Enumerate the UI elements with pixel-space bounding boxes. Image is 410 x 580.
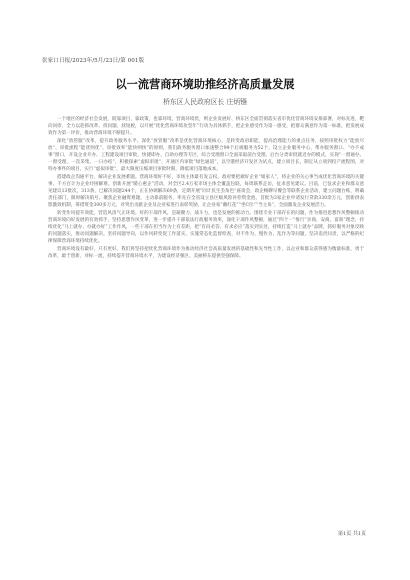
paragraph: 深化“放管服”改革，提升政务服务水平。深化“放管服”改革是优化营商环境核心，是转变政府职能，提高治理能力的重点任务，按照审批权力“能放尽放”、审批流程“能优则优”、审批效率“能快则快”的原则，我们政务服务窗口加速整合99个后端服务为52个，设立企业服务中心、帮办服务窗口、“办不成事”窗口，开设企业开办、工程建设项目审批、快捷即办、自助办理等专区，综合受理窗口全面采取前台受理、后台分类审批就近办的模式，实现“一窗通办、一窗受理、一次采集、一日办结”，积极探索“虚拟审批”、开通区内审批“绿色通道”，以空港经济开发区为试点，建立项目长，制定从立项到投产流程图，对特办事件的项目，实行“虚拟审批”，最大限度压缩项目审批时限，降低项目落地成本。	[48, 138, 364, 173]
paragraph: 营商环境没有最好，只有更好。我们将坚持把优化营商环境作为推动经济社会高质量发展的基础性和先导性工作，以企业和群众获得感为衡量标准，勇于改革，敢于创新，对标一流，持续提升营商环境水平，为建设经济强区、美丽桥东提供坚强保障。	[48, 246, 364, 259]
article-author: 桥东区人民政府区长 庄炳镪	[163, 98, 247, 106]
publication-info: 张家口日报/2023年/5月/23日/第 001版	[42, 58, 145, 64]
paragraph: 搭建政企沟通平台，解决企业发展难题。营商环境好不好，市场主体最有发言权。政府要把做好企业“娘家人”，将企业的关心事当成优化营商环境的关键事，千方百计为企业纾困解难。创新开展“暖心惠企”活动，对全区2.4万家市场主体全覆盖包联，每周联系走访，征求意见建议。目前，已征求企业和群众意见建议13批次，313条，已解决问题244个，正在协调解决69条，定期开展“同计民生丢角色”座谈会，政企畅聊早餐会等联系企业活动，建立问题台账，明确责任部门，限时解决销号。聚焦企业融资难题，主动靠前服务，率先在全省设立县区级风险补偿资金池，首批为3家企业申请发行贷款330余万元，创新供表影激效机制，筹措资金300多万元，对突出贡献企业及企业家进行表彰奖励，让企业家“戴红花”“坐C位”“当主角”，全面激发企业发展活力。	[48, 174, 364, 209]
article-title: 以一流营商环境助推经济高质量发展	[115, 78, 295, 91]
article-body	[48, 116, 364, 260]
paragraph: 一个地区的经济社会发展，既靠项目，靠政策，也靠环境，营商环境优，则企业发展好、桥东区全面贯彻落实省市优化营商环境安排部署，对标先进，靶向问诊，全力以赴抓改革，找问题、找短板，以开展“优化营商环境攻坚年”行动为具体抓手，把企业感受作为第一感受，把群众满意作为第一标准，把发展成效作为第一评价，推动营商环境不断提升。	[48, 117, 364, 137]
paragraph: 转变作风提升效能，营造风清气正环境。好的干部作风，是凝聚力、战斗力，也是发展的推动力。围绕专业干部存在的问题，作为推进思想作风整顿推动营商环境向好发展的有效抓手，坚持思想作风变革，进一步提升干部依法行政服务效率，深化干部作风整顿，通过“四个一”推行“亲商、安商、富商”理念，持续优化“马上就办、办就办好”工作作风，一些干部在担当作为上有差距，把“有问必答、有求必应”落实到实处，持续打造“马上就办”品牌，抓好服务对象反映的问题落实，推动问题解决。坚持问题导向，以作风转变促工作落实，实施常态化监督检查，对不作为、慢作为、乱作为等问题，坚决追责问责，以严格的纪律保障营商环境持续优化。	[48, 210, 364, 245]
page-number: 第1页 共1页	[338, 531, 366, 537]
